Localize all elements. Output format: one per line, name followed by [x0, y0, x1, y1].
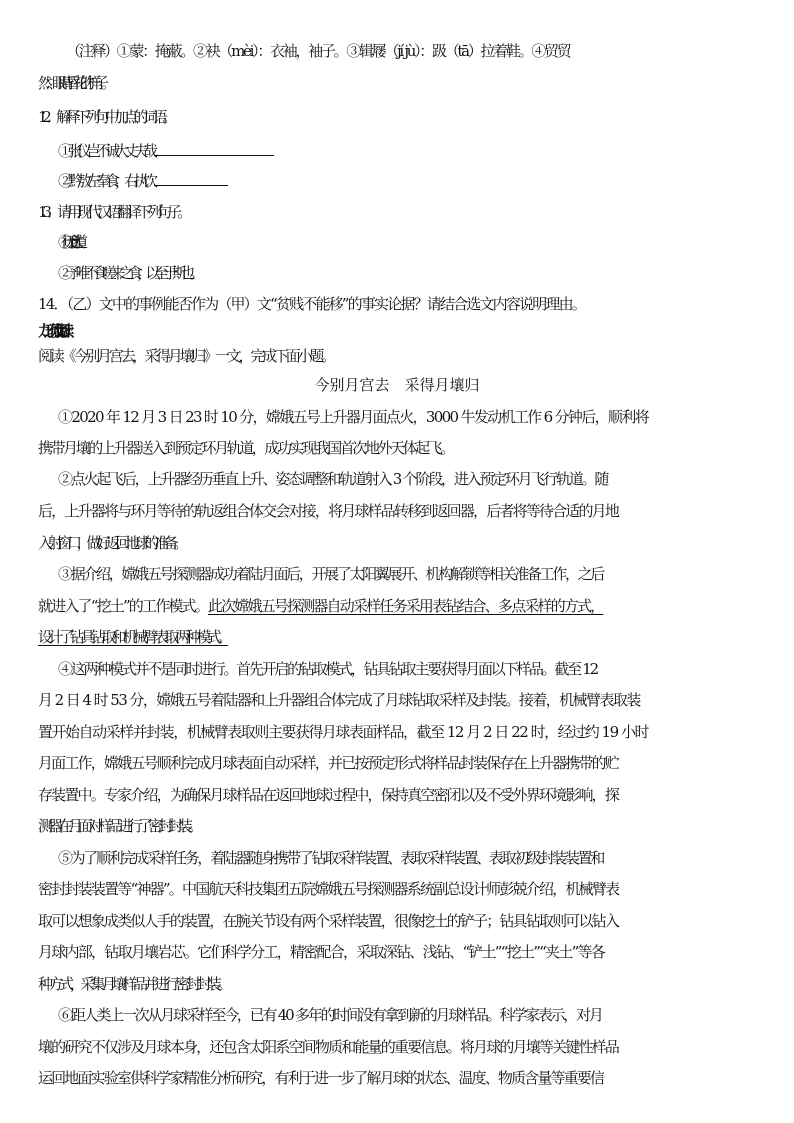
question-14-stem: 14．（乙）文中的事例能否作为（甲）文“贫贱不能移”的事实论据？请结合选文内容说明理由。: [38, 295, 585, 313]
paragraph-4-line-4: 月面工作，嫦娥五号顺利完成月球表面自动采样，并已按预定形式将样品封装保存在上升器携带的贮: [38, 754, 619, 772]
question-12-item-2-text: ②黔敖左奉食，右执饮: [58, 172, 153, 190]
paragraph-1-line-1: ①2020 年 12 月 3 日 23 时 10 分，嫦娥五号上升器月面点火，3000 牛发动机工作 6 分钟后，顺利将: [58, 408, 648, 426]
reading-instruction: 阅读《今别月宫去，采得月壤归》一文，完成下面小题。: [38, 347, 334, 365]
paragraph-5-line-1: ⑤为了顺利完成采样任务，着陆器随身携带了钻取采样装置、表取采样装置、表取初级封装装置和: [58, 849, 603, 867]
underlined-sentence: 此次嫦娥五号探测器自动采样任务采用表钻结合、多点采样的方式，: [207, 597, 604, 615]
question-13-item-2: ②予唯不食嗟来之食，以至于斯也。: [58, 264, 199, 282]
question-12-stem: 12．解释下列句中加点的词语。: [38, 108, 173, 126]
paragraph-4-line-1: ④这两种模式并不是同时进行。首先开启的钻取模式，钻具钻取主要获得月面以下样品。截至 12: [58, 660, 597, 678]
annotation-line-1: （注释）①蒙：掩蔽。②袂（mèi）：衣袖，袖子。③辑屦（jí jù）：趿（tā）拉着鞋。④贸贸: [66, 42, 570, 60]
paragraph-3-line-1: ③据介绍，嫦娥五号探测器成功着陆月面后，开展了太阳翼展开、机构解锁等相关准备工作，之后: [58, 565, 603, 583]
paragraph-3-line-2: [0, 596, 794, 616]
question-12-item-2: [0, 171, 794, 191]
paragraph-4-line-5: 存装置中。专家介绍，为确保月球样品在返回地球过程中，保持真空密闭以及不受外界环境影响，探: [38, 786, 619, 804]
paragraph-2-line-1: ②点火起飞后，上升器经历垂直上升、姿态调整和轨道射入 3 个阶段，进入预定环月飞行轨道。随: [58, 470, 608, 488]
question-12-item-1: [0, 141, 794, 161]
section-heading: 九、现代文阅读: [38, 322, 63, 340]
paragraph-5-line-5: 种方式，采集月壤样品并进行密封封装。: [38, 975, 229, 993]
article-title: 今别月宫去 采得月壤归: [314, 376, 480, 394]
paragraph-3-line-2-text: 就进入了“挖土”的工作模式。: [38, 597, 208, 615]
paragraph-6-line-3: 运回地面实验室供科学家精准分析研究，有利于进一步了解月球的状态、温度、物质含量等重要信: [38, 1069, 604, 1087]
annotation-line-2: 然：眼睛昏花的样子。: [38, 74, 109, 92]
paragraph-2-line-3: 入射窗口，做好返回地球的准备。: [38, 534, 184, 552]
underlined-sentence: 设计了钻具钻取和机械臂表取两种模式。: [38, 628, 229, 646]
answer-blank[interactable]: [154, 141, 274, 156]
paragraph-4-line-6: 测器在月面对样品进行了密封封装。: [38, 817, 199, 835]
paragraph-5-line-4: 月球内部，钻取月壤岩芯。它们科学分工，精密配合，采取深钻、浅钻、“铲土”“挖土”“夹土”等各: [38, 943, 605, 961]
question-13-stem: 13．请用现代汉语翻译下列句子。: [38, 203, 188, 221]
question-12-item-1-text: ①张仪岂不诚大丈夫哉: [58, 142, 153, 160]
paragraph-5-line-3: 取可以想象成类似人手的装置，在腕关节设有两个采样装置，很像挖土的铲子；钻具钻取则可以钻入: [38, 912, 619, 930]
paragraph-6-line-2: 壤的研究不仅涉及月球本身，还包含太阳系空间物质和能量的重要信息。将月球的月壤等关键性样品: [38, 1038, 619, 1056]
paragraph-4-line-2: 月 2 日 4 时 53 分，嫦娥五号着陆器和上升器组合体完成了月球钻取采样及封装。接着，机械臂表取装: [38, 691, 640, 709]
paragraph-2-line-2: 后，上升器将与环月等待的轨返组合体交会对接，将月球样品转移到返回器，后者将等待合适的月地: [38, 502, 619, 520]
answer-blank[interactable]: [154, 171, 228, 186]
paragraph-4-line-3: 置开始自动采样并封装，机械臂表取则主要获得月球表面样品，截至 12 月 2 日 22 时，经过约 19 小时: [38, 723, 648, 741]
paragraph-6-line-1: ⑥距人类上一次从月球采样至今，已有 40 多年的时间没有拿到新的月球样品。科学家表示，对月: [58, 1006, 602, 1024]
paragraph-3-line-3: [0, 627, 794, 647]
paragraph-5-line-2: 密封封装装置等“神器”。中国航天科技集团五院嫦娥五号探测器系统副总设计师彭兢介绍，机械臂表: [38, 880, 619, 898]
question-13-item-1: ①行天下之大道。: [58, 233, 79, 251]
paragraph-1-line-2: 携带月壤的上升器送入到预定环月轨道，成功实现我国首次地外天体起飞。: [38, 439, 454, 457]
